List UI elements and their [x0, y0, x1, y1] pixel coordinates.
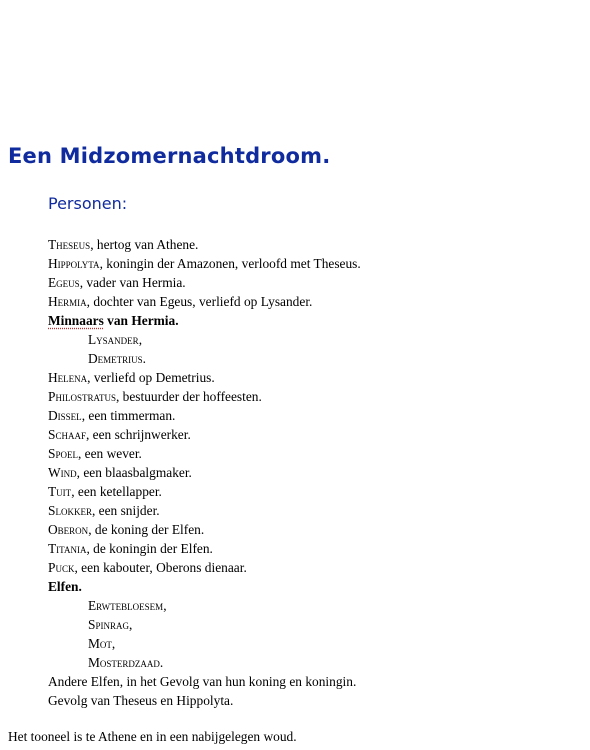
character-name: Spoel — [48, 446, 78, 461]
group-label-rest: van Hermia. — [103, 313, 179, 328]
character-name: Tuit — [48, 484, 72, 499]
cast-item-demetrius — [48, 349, 361, 368]
character-description: , een timmerman. — [81, 408, 176, 423]
cast-item-wind — [48, 463, 361, 482]
section-heading-personen: Personen: — [48, 194, 128, 213]
character-description: , — [128, 617, 133, 632]
character-description: . — [159, 655, 164, 670]
character-description: , — [111, 636, 116, 651]
cast-item-spoel — [48, 444, 361, 463]
character-description: , de koningin der Elfen. — [86, 541, 213, 556]
cast-group-minnaars — [48, 311, 361, 330]
character-description: , koningin der Amazonen, verloofd met Theseus. — [99, 256, 361, 271]
character-description: , een wever. — [77, 446, 142, 461]
character-name: Hippolyta — [48, 256, 100, 271]
cast-item-hippolyta — [48, 254, 361, 273]
character-name: Mosterdzaad — [88, 655, 160, 670]
cast-item-mosterdzaad — [48, 653, 361, 672]
cast-item-dissel — [48, 406, 361, 425]
character-name: Wind — [48, 465, 77, 480]
character-name: Philostratus — [48, 389, 116, 404]
character-description: , een snijder. — [91, 503, 160, 518]
character-name: Helena — [48, 370, 88, 385]
setting-note: Het tooneel is te Athene en in een nabijgelegen woud. — [8, 729, 297, 744]
character-name: Erwtebloesem — [88, 598, 164, 613]
character-description: , een blaasbalgmaker. — [76, 465, 192, 480]
cast-item-lysander — [48, 330, 361, 349]
cast-item-helena — [48, 368, 361, 387]
cast-item-titania — [48, 539, 361, 558]
character-name: Mot — [88, 636, 112, 651]
character-description: , de koning der Elfen. — [88, 522, 205, 537]
character-description: , — [138, 332, 143, 347]
character-description: , dochter van Egeus, verliefd op Lysander. — [86, 294, 313, 309]
character-name: Oberon — [48, 522, 89, 537]
character-name: Lysander — [88, 332, 139, 347]
character-description: , een ketellapper. — [71, 484, 162, 499]
cast-item-schaaf — [48, 425, 361, 444]
cast-item-philostratus — [48, 387, 361, 406]
character-description: , — [163, 598, 167, 613]
character-description: . — [142, 351, 147, 366]
group-label-word: Minnaars — [48, 313, 104, 328]
cast-item-egeus — [48, 273, 361, 292]
cast-item-andere-elfen — [48, 672, 361, 691]
character-description: , een kabouter, Oberons dienaar. — [74, 560, 247, 575]
character-name: Theseus — [48, 237, 91, 252]
cast-item-spinrag — [48, 615, 361, 634]
character-name: Puck — [48, 560, 75, 575]
cast-text: Andere Elfen, in het Gevolg van hun koning en koningin. — [48, 674, 357, 689]
character-name: Demetrius — [88, 351, 143, 366]
cast-item-slokker — [48, 501, 361, 520]
character-name: Hermia — [48, 294, 87, 309]
cast-item-puck — [48, 558, 361, 577]
character-name: Titania — [48, 541, 87, 556]
cast-list — [48, 235, 361, 710]
character-name: Egeus — [48, 275, 80, 290]
cast-item-mot — [48, 634, 361, 653]
cast-item-theseus — [48, 235, 361, 254]
cast-item-erwtebloesem — [48, 596, 361, 615]
character-description: , vader van Hermia. — [79, 275, 186, 290]
cast-item-tuit — [48, 482, 361, 501]
cast-item-gevolg — [48, 691, 361, 710]
character-description: , hertog van Athene. — [90, 237, 199, 252]
cast-text: Gevolg van Theseus en Hippolyta. — [48, 693, 234, 708]
character-description: , een schrijnwerker. — [85, 427, 191, 442]
group-label: Elfen. — [48, 579, 82, 594]
page-title: Een Midzomernachtdroom. — [8, 144, 331, 168]
character-description: , verliefd op Demetrius. — [87, 370, 215, 385]
character-name: Schaaf — [48, 427, 86, 442]
character-name: Spinrag — [88, 617, 129, 632]
cast-item-oberon — [48, 520, 361, 539]
cast-item-hermia — [48, 292, 361, 311]
character-name: Slokker — [48, 503, 92, 518]
cast-group-elfen — [48, 577, 361, 596]
character-name: Dissel — [48, 408, 82, 423]
character-description: , bestuurder der hoffeesten. — [115, 389, 262, 404]
